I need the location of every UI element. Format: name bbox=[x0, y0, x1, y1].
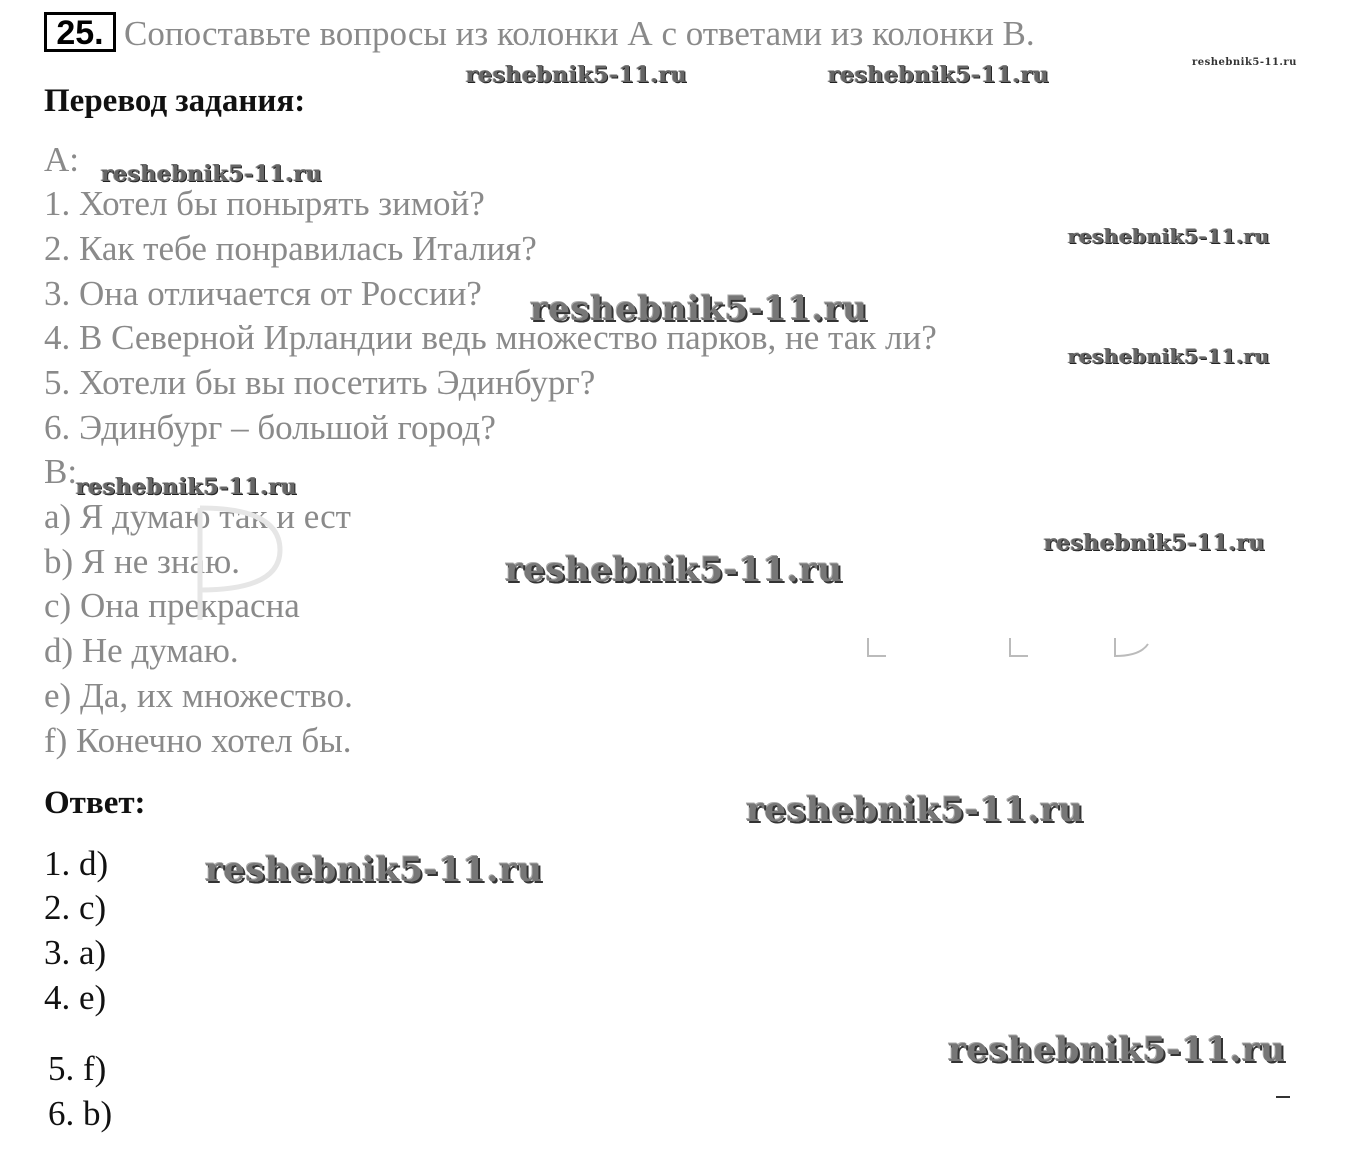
question-item: 5. Хотели бы вы посетить Эдинбург? bbox=[44, 363, 596, 402]
watermark: reshebnik5-11.ru bbox=[1068, 224, 1270, 248]
column-a-label: A: bbox=[44, 140, 79, 179]
answer-option: f) Конечно хотел бы. bbox=[44, 721, 352, 760]
ghost-letter-artifact bbox=[170, 500, 370, 630]
watermark: reshebnik5-11.ru bbox=[76, 474, 298, 500]
answer-item: 6. b) bbox=[48, 1094, 113, 1133]
answer-option: a) Я думаю так и ест bbox=[44, 497, 351, 536]
question-item: 4. В Северной Ирландии ведь множество парков, не так ли? bbox=[44, 318, 937, 357]
question-item: 2. Как тебе понравилась Италия? bbox=[44, 229, 537, 268]
question-item: 3. Она отличается от России? bbox=[44, 274, 482, 313]
watermark: reshebnik5-11.ru bbox=[948, 1030, 1286, 1070]
watermark: reshebnik5-11.ru bbox=[828, 62, 1050, 88]
watermark: reshebnik5-11.ru bbox=[466, 62, 688, 88]
answer-item: 3. a) bbox=[44, 933, 107, 972]
watermark: reshebnik5-11.ru bbox=[1068, 344, 1270, 368]
task-number: 25. bbox=[44, 12, 116, 52]
translation-heading: Перевод задания: bbox=[44, 83, 306, 119]
watermark: reshebnik5-11.ru bbox=[101, 161, 323, 187]
question-item: 1. Хотел бы понырять зимой? bbox=[44, 184, 485, 223]
scan-artifacts bbox=[860, 630, 1160, 670]
watermark: reshebnik5-11.ru bbox=[505, 550, 843, 590]
answer-option: b) Я не знаю. bbox=[44, 542, 241, 581]
answer-heading: Ответ: bbox=[44, 785, 146, 821]
answer-option: e) Да, их множество. bbox=[44, 676, 353, 715]
watermark: reshebnik5-11.ru bbox=[530, 289, 868, 329]
column-b-label: B: bbox=[44, 452, 78, 491]
answer-item: 5. f) bbox=[48, 1049, 107, 1088]
answer-item: 1. d) bbox=[44, 844, 109, 883]
watermark: reshebnik5-11.ru bbox=[746, 790, 1084, 830]
answer-item: 2. c) bbox=[44, 888, 107, 927]
scan-mark bbox=[1276, 1096, 1290, 1102]
answer-option: d) Не думаю. bbox=[44, 631, 239, 670]
watermark: reshebnik5-11.ru bbox=[1044, 530, 1266, 556]
question-item: 6. Эдинбург – большой город? bbox=[44, 408, 496, 447]
answer-item: 4. e) bbox=[44, 978, 107, 1017]
watermark: reshebnik5-11.ru bbox=[1192, 57, 1297, 68]
answer-option: c) Она прекрасна bbox=[44, 586, 300, 625]
watermark: reshebnik5-11.ru bbox=[205, 850, 543, 890]
task-instruction: Сопоставьте вопросы из колонки А с ответами из колонки В. bbox=[124, 14, 1035, 53]
